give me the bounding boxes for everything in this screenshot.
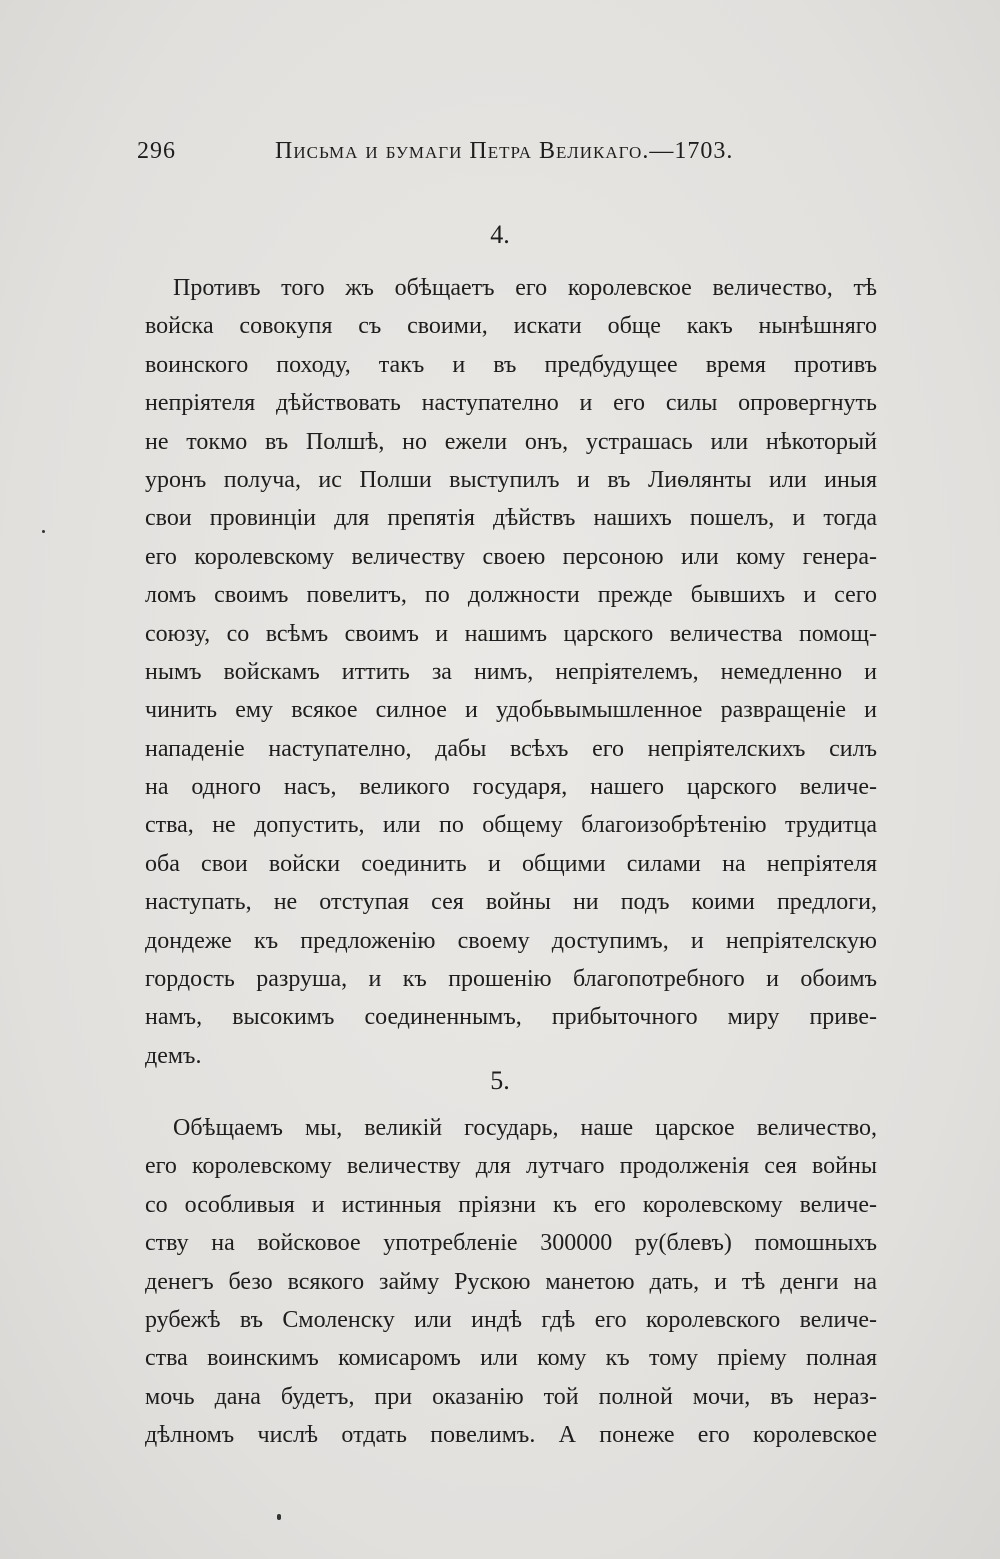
section-4-text — [145, 269, 877, 1075]
print-speck — [277, 1514, 281, 1520]
section-number-5: 5. — [490, 1066, 510, 1095]
text-line: дѣлномъ числѣ отдать повелимъ. А понеже его королевское — [145, 1422, 877, 1449]
text-line: со особливыя и истинныя пріязни къ его королевскому величе- — [145, 1191, 877, 1218]
text-line: воинского походу, такъ и въ предбудущее время противъ — [145, 351, 877, 378]
text-line: ства воинскимъ комисаромъ или кому къ тому пріему полная — [145, 1345, 877, 1372]
text-line: Противъ того жъ обѣщаетъ его королевское величество, тѣ — [173, 275, 877, 301]
text-line: союзу, со всѣмъ своимъ и нашимъ царского величества помощ- — [145, 620, 877, 647]
text-line: намъ, высокимъ соединеннымъ, прибыточного миру приве- — [145, 1004, 877, 1031]
text-line: его королевскому величеству своею персоною или кому генера- — [145, 543, 877, 570]
page-number: 296 — [137, 138, 176, 164]
text-line: денегъ безо всякого займу Рускою манетою дать, и тѣ денги на — [145, 1268, 877, 1295]
text-line: рубежѣ въ Смоленску или индѣ гдѣ его королевского величе- — [145, 1306, 877, 1333]
running-title: Письма и бумаги Петра Великаго.—1703. — [275, 138, 734, 164]
text-line: на одного насъ, великого государя, нашего царского величе- — [145, 774, 877, 801]
text-line: ству на войсковое употребленіе 300000 ру(блевъ) помошныхъ — [145, 1230, 877, 1257]
print-speck — [42, 530, 45, 533]
text-line: свои провинціи для препятія дѣйствъ нашихъ пошелъ, и тогда — [145, 505, 877, 532]
text-line: ства, не допустить, или по общему благоизобрѣтенію трудитца — [145, 812, 877, 839]
text-line: войска совокупя съ своими, искати обще какъ нынѣшняго — [145, 313, 877, 340]
text-line: чинить ему всякое силное и удобьвымышленное развращеніе и — [145, 697, 877, 724]
section-number-4: 4. — [490, 220, 510, 249]
text-line: не токмо въ Полшѣ, но ежели онъ, устрашась или нѣкоторый — [145, 428, 877, 455]
text-line: Обѣщаемъ мы, великій государь, наше царское величество, — [173, 1115, 877, 1141]
text-line: непріятеля дѣйствовать наступателно и его силы опровергнуть — [145, 390, 877, 417]
text-line: гордость разруша, и къ прошенію благопотребного и обоимъ — [145, 966, 877, 993]
text-line: его королевскому величеству для лутчаго продолженія сея войны — [145, 1153, 877, 1180]
text-line: нымъ войскамъ иттить за нимъ, непріятелемъ, немедленно и — [145, 658, 877, 685]
text-line: нападеніе наступателно, дабы всѣхъ его непріятелскихъ силъ — [145, 735, 877, 762]
text-line: наступать, не отступая сея войны ни подъ коими предлоги, — [145, 889, 877, 916]
text-line: ломъ своимъ повелитъ, по должности прежде бывшихъ и сего — [145, 582, 877, 609]
text-line: демъ. — [145, 1042, 202, 1069]
text-line: оба свои войски соединить и общими силами на непріятеля — [145, 850, 877, 877]
text-line: дондеже къ предложенію своему доступимъ, и непріятелскую — [145, 927, 877, 954]
text-line: уронъ получа, ис Полши выступилъ и въ Лиѳлянты или иныя — [145, 466, 877, 493]
section-5-text — [145, 1109, 877, 1455]
page-header — [137, 138, 737, 178]
text-line: мочь дана будетъ, при оказанію той полной мочи, въ нераз- — [145, 1383, 877, 1410]
